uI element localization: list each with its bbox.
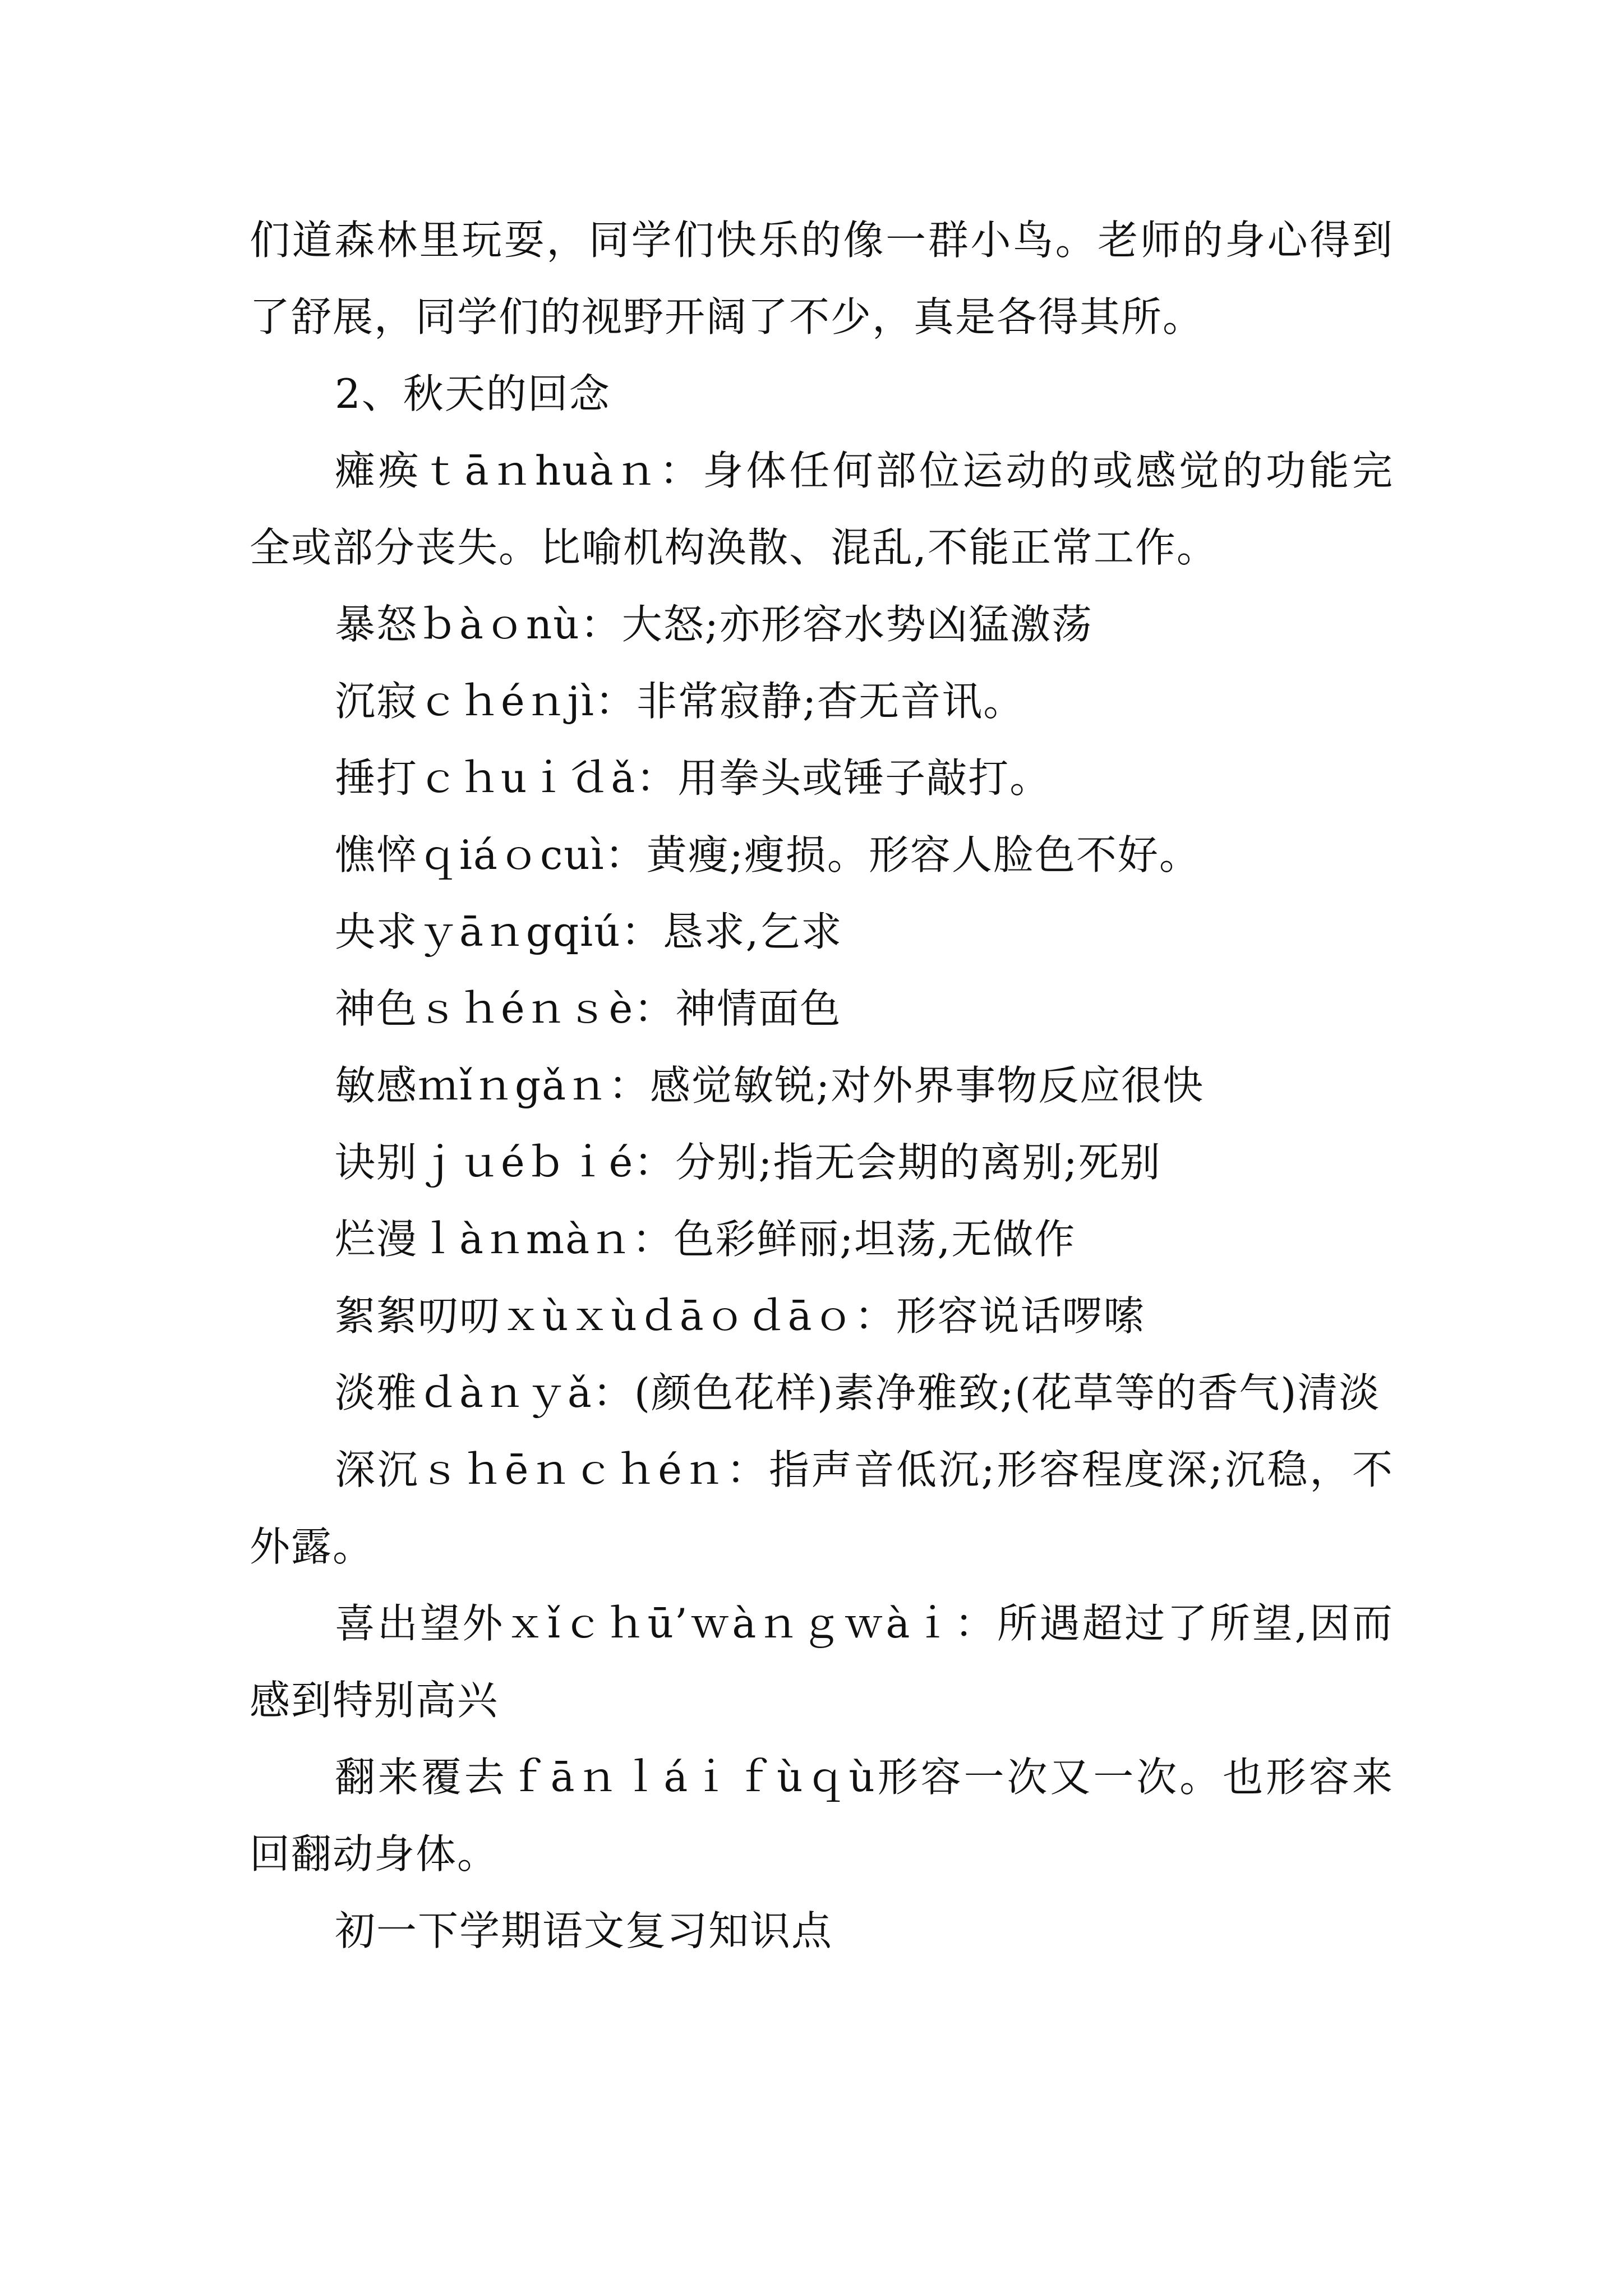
vocab-entry: 央求ｙāｎgqiú：恳求,乞求 <box>335 908 843 955</box>
vocab-entry: 絮絮叨叨ｘùｘùｄāｏｄāｏ：形容说话啰嗦 <box>335 1292 1145 1340</box>
vocab-entry: 淡雅ｄàｎｙǎ：(颜色花样)素净雅致;(花草等的香气)清淡 <box>335 1369 1381 1416</box>
document-body <box>250 202 1394 1970</box>
vocab-entry: 敏感ｍǐｎgǎｎ：感觉敏锐;对外界事物反应很快 <box>335 1062 1205 1109</box>
vocab-entry: 瘫痪ｔāｎhuàｎ：身体任何部位运动的或感觉的功能完全或部分丧失。比喻机构涣散、混乱,不能正常工作。 <box>250 447 1394 571</box>
vocab-entry: 喜出望外ｘǐｃｈū’ｗàｎｇｗàｉ：所遇超过了所望,因而感到特别高兴 <box>250 1600 1394 1724</box>
paragraph-continuation: 们道森林里玩耍，同学们快乐的像一群小鸟。老师的身心得到了舒展，同学们的视野开阔了不少，真是各得其所。 <box>250 217 1394 341</box>
vocab-entry: 神色ｓｈéｎｓè：神情面色 <box>335 985 842 1032</box>
vocab-entry: 翻来覆去ｆāｎｌáｉｆùｑù形容一次又一次。也形容来回翻动身体。 <box>250 1754 1394 1878</box>
vocab-entry: 憔悴ｑiáｏcuì：黄瘦;瘦损。形容人脸色不好。 <box>335 831 1201 878</box>
section-heading: 2、秋天的回念 <box>335 370 611 417</box>
vocab-entry: 捶打ｃｈuｉ́ｄǎ：用拳头或锤子敲打。 <box>335 754 1052 802</box>
vocab-entry: 烂漫ｌàｎmàｎ：色彩鲜丽;坦荡,无做作 <box>335 1216 1076 1263</box>
vocab-entry: 暴怒ｂàｏnù：大怒;亦形容水势凶猛激荡 <box>335 601 1093 648</box>
vocab-entry: 深沉ｓｈēｎｃｈéｎ：指声音低沉;形容程度深;沉稳，不外露。 <box>250 1446 1394 1570</box>
vocab-entry: 沉寂ｃｈéｎjì：非常寂静;杳无音讯。 <box>335 678 1025 725</box>
closing-heading: 初一下学期语文复习知识点 <box>335 1907 833 1954</box>
vocab-entry: 诀别ｊｕéｂｉé：分别;指无会期的离别;死别 <box>335 1139 1161 1186</box>
